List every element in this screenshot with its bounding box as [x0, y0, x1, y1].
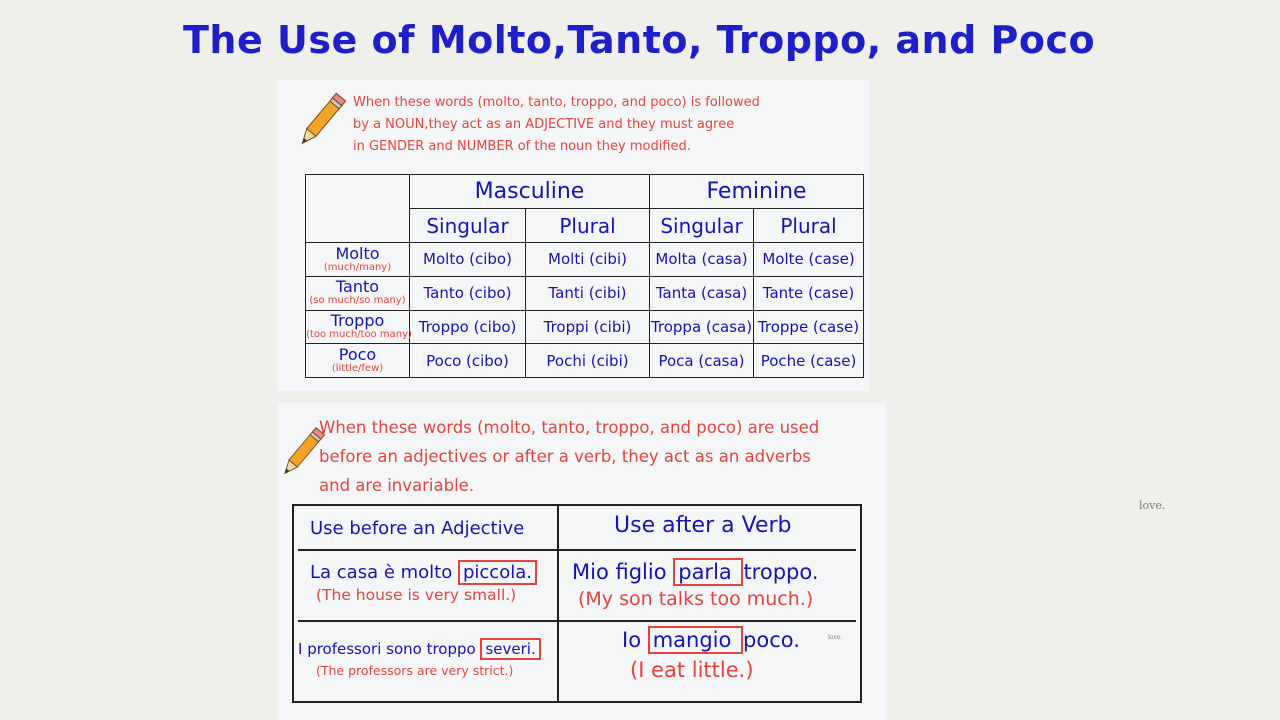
example-sentence: [622, 628, 800, 652]
example-sentence: [572, 560, 819, 584]
table-row: [306, 310, 864, 344]
table-cell: Tanti (cibi): [526, 276, 650, 310]
example-translation: (The house is very small.): [316, 586, 517, 604]
highlighted-word: severi.: [480, 638, 540, 660]
row-translation: (too much/too many): [306, 329, 412, 341]
note-line: When these words (molto, tanto, troppo, and poco) is followed: [353, 95, 760, 110]
table-cell: Troppi (cibi): [526, 310, 650, 344]
singular-header: Singular: [410, 209, 526, 243]
row-word: Troppo: [330, 311, 385, 331]
table-cell: Molto (cibo): [410, 243, 526, 277]
example-text: I professori sono troppo: [298, 640, 481, 658]
watermark-text: love.: [1139, 499, 1166, 512]
table-row: [306, 344, 864, 378]
page-title: The Use of Molto,Tanto, Troppo, and Poco: [183, 18, 1096, 62]
adverb-rule-note: [319, 413, 819, 500]
table-cell: Tante (case): [754, 276, 864, 310]
adverb-table: [292, 504, 862, 703]
adjective-column-header: Use before an Adjective: [310, 518, 525, 539]
row-translation: (so much/so many): [309, 295, 406, 307]
highlighted-word: mangio: [648, 626, 743, 654]
row-divider: [298, 549, 856, 551]
note-line: by a NOUN,they act as an ADJECTIVE and they must agree: [353, 117, 735, 132]
table-cell: Troppe (case): [754, 310, 864, 344]
agreement-table: [305, 174, 864, 378]
example-text: Mio figlio: [572, 560, 674, 584]
example-sentence: [310, 562, 537, 583]
example-sentence: [298, 640, 541, 658]
example-text: La casa è molto: [310, 562, 458, 583]
row-label: [306, 243, 410, 277]
table-cell: Poche (case): [754, 344, 864, 378]
table-cell: Molte (case): [754, 243, 864, 277]
example-translation: (I eat little.): [630, 658, 754, 682]
note-line: When these words (molto, tanto, troppo, and poco) are used: [319, 418, 820, 437]
note-line: in GENDER and NUMBER of the noun they modified.: [353, 139, 691, 154]
note-line: before an adjectives or after a verb, they act as an adverbs: [319, 447, 811, 466]
table-cell: Poca (casa): [650, 344, 754, 378]
table-cell: Pochi (cibi): [526, 344, 650, 378]
highlighted-word: parla: [673, 558, 743, 586]
table-cell: Troppo (cibo): [410, 310, 526, 344]
note-line: and are invariable.: [319, 476, 475, 495]
plural-header: Plural: [526, 209, 650, 243]
plural-header: Plural: [754, 209, 864, 243]
row-label: [306, 276, 410, 310]
example-text: poco.: [743, 628, 800, 652]
adjective-rule-note: [353, 92, 760, 158]
adverb-usage-panel: [278, 403, 886, 720]
row-word: Molto: [335, 243, 380, 263]
highlighted-word: piccola.: [458, 560, 537, 585]
example-text: troppo.: [743, 560, 819, 584]
table-row: [306, 276, 864, 310]
table-cell: Molti (cibi): [526, 243, 650, 277]
row-word: Poco: [338, 344, 377, 364]
example-translation: (The professors are very strict.): [316, 663, 514, 678]
row-label: [306, 344, 410, 378]
row-label: [306, 310, 410, 344]
masculine-header: Masculine: [410, 175, 650, 209]
column-divider: [557, 506, 559, 701]
feminine-header: Feminine: [650, 175, 864, 209]
watermark-text: love.: [828, 634, 843, 641]
table-cell: Troppa (casa): [650, 310, 754, 344]
table-row: [306, 243, 864, 277]
singular-header: Singular: [650, 209, 754, 243]
adjective-usage-panel: [277, 80, 869, 391]
table-cell: Molta (casa): [650, 243, 754, 277]
example-text: Io: [622, 628, 648, 652]
row-divider: [298, 620, 856, 622]
example-translation: (My son talks too much.): [578, 588, 814, 610]
pencil-icon: [295, 86, 347, 156]
row-translation: (little/few): [331, 362, 384, 374]
verb-column-header: Use after a Verb: [614, 513, 792, 538]
table-cell: Poco (cibo): [410, 344, 526, 378]
row-translation: (much/many): [323, 261, 392, 273]
table-cell: Tanta (casa): [650, 276, 754, 310]
table-cell: Tanto (cibo): [410, 276, 526, 310]
table-corner: [306, 175, 410, 243]
row-word: Tanto: [335, 277, 380, 297]
